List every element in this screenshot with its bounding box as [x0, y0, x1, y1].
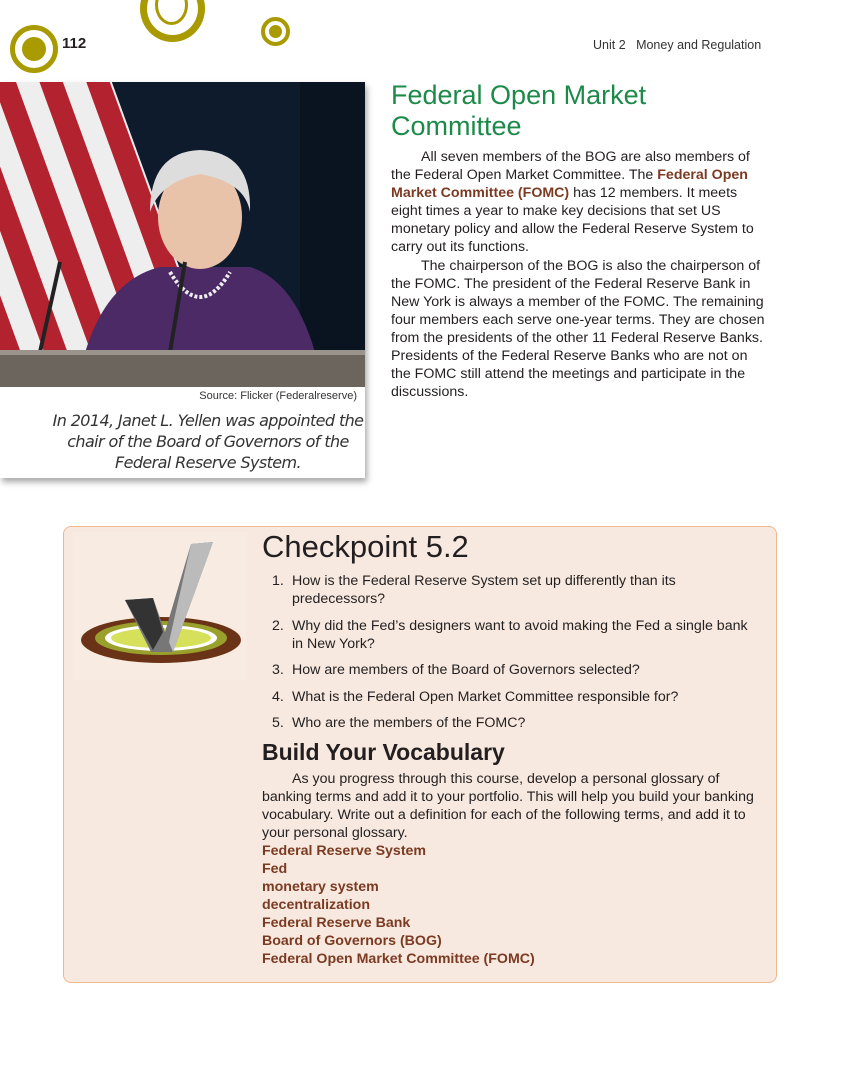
checkmark-icon	[73, 532, 247, 680]
question-number: 2.	[272, 617, 284, 634]
vocab-term: Federal Open Market Committee (FOMC)	[262, 951, 535, 967]
question-number: 1.	[272, 573, 284, 589]
vocab-term: Federal Reserve Bank	[262, 915, 411, 931]
text: All seven members of the BOG are also members of the Federal Open Market Committee. The	[391, 149, 750, 184]
vocab-term: Fed	[262, 861, 288, 877]
question-item	[272, 688, 762, 706]
paragraph	[391, 148, 766, 257]
running-header: Unit 2 Money and Regulation	[593, 38, 762, 52]
question-number: 5.	[272, 715, 284, 731]
section-body	[391, 148, 766, 401]
photo-source: Source: Flicker (Federalreserve)	[199, 390, 357, 402]
vocab-term: Federal Reserve System	[262, 843, 427, 859]
question-item	[272, 572, 762, 608]
question-number: 3.	[272, 662, 284, 678]
photo-janet-yellen	[0, 82, 365, 387]
question-text: How are members of the Board of Governors selected?	[292, 662, 640, 678]
question-text: Why did the Fed’s designers want to avoid making the Fed a single bank in New York?	[292, 617, 748, 652]
vocab-term: decentralization	[262, 897, 371, 913]
question-number: 4.	[272, 688, 284, 705]
question-list	[272, 572, 762, 741]
decorative-dot	[269, 25, 282, 38]
decorative-dot	[22, 37, 46, 61]
section-heading: Federal Open Market Committee	[391, 80, 647, 141]
vocab-instructions: As you progress through this course, develop a personal glossary of banking terms and add it to your portfolio. This will help you build your banking vocabulary. Write out a definition for each of the following terms, and add it to your personal glossary.	[262, 771, 754, 841]
question-item	[272, 661, 762, 679]
question-item	[272, 617, 762, 653]
photo-caption: In 2014, Janet L. Yellen was appointed the chair of the Board of Governors of the Federal Reserve System.	[52, 411, 364, 472]
question-text: How is the Federal Reserve System set up differently than its predecessors?	[292, 573, 676, 607]
text: has 12 members. It meets eight times a year to make key decisions that set US monetary policy and allow the Federal Reserve System to carry out its functions.	[391, 185, 754, 256]
question-item	[272, 714, 762, 732]
vocab-term: Board of Governors (BOG)	[262, 933, 442, 949]
question-text: What is the Federal Open Market Committee responsible for?	[292, 688, 679, 705]
paragraph: The chairperson of the BOG is also the chairperson of the FOMC. The president of the Federal Reserve Bank in New York is always a member of the FOMC. The remaining four members each serve one-year terms. They are chosen from the presidents of the other 11 Federal Reserve Banks. Presidents of the Federal Reserve Banks who are not on the FOMC still attend the meetings and participate in the discussions.	[391, 257, 765, 401]
vocab-term: monetary system	[262, 879, 379, 895]
vocab-heading: Build Your Vocabulary	[262, 739, 505, 765]
question-text: Who are the members of the FOMC?	[292, 715, 526, 731]
page-number: 112	[62, 35, 87, 52]
checkpoint-title: Checkpoint 5.2	[262, 529, 469, 564]
vocab-term-list	[262, 842, 535, 968]
key-term: Federal Open Market Committee (FOMC)	[391, 167, 748, 202]
